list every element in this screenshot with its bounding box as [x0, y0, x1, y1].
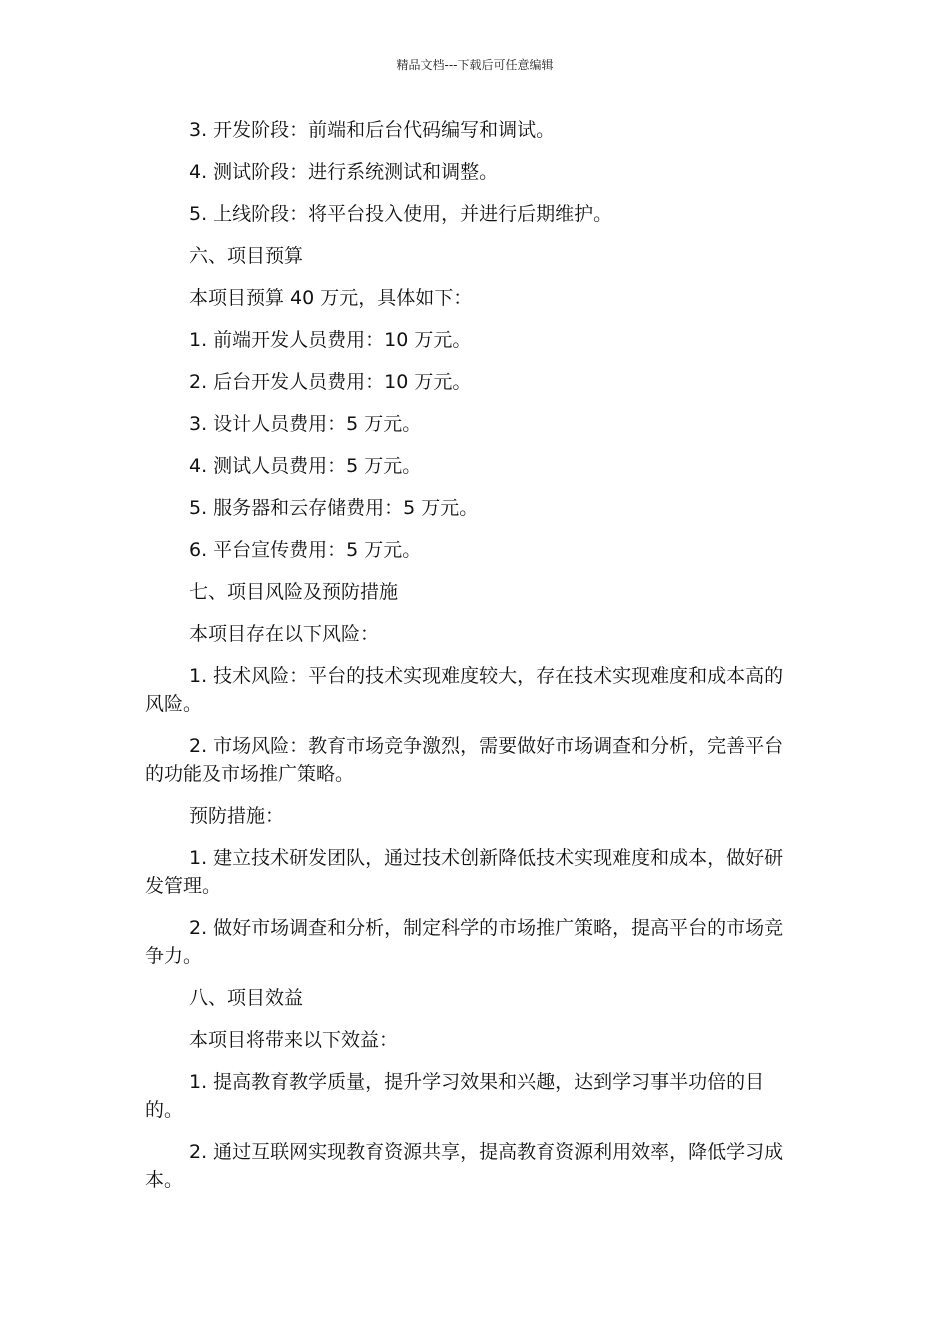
page-header: 精品文档---下载后可任意编辑	[396, 58, 554, 72]
paragraph: 本项目存在以下风险：	[189, 623, 380, 645]
section-heading: 七、项目风险及预防措施	[189, 581, 399, 603]
document-body	[145, 116, 799, 1208]
paragraph: 1. 前端开发人员费用：10 万元。	[189, 329, 472, 351]
paragraph: 4. 测试阶段：进行系统测试和调整。	[189, 161, 499, 183]
paragraph: 2. 通过互联网实现教育资源共享，提高教育资源利用效率，降低学习成本。	[145, 1141, 784, 1191]
paragraph: 5. 服务器和云存储费用：5 万元。	[189, 497, 479, 519]
paragraph: 2. 后台开发人员费用：10 万元。	[189, 371, 472, 393]
paragraph: 4. 测试人员费用：5 万元。	[189, 455, 422, 477]
paragraph: 1. 建立技术研发团队，通过技术创新降低技术实现难度和成本，做好研发管理。	[145, 847, 784, 897]
paragraph: 2. 市场风险：教育市场竞争激烈，需要做好市场调查和分析，完善平台的功能及市场推广策略。	[145, 735, 784, 785]
paragraph: 本项目预算 40 万元，具体如下：	[189, 287, 473, 309]
paragraph: 2. 做好市场调查和分析，制定科学的市场推广策略，提高平台的市场竞争力。	[145, 917, 784, 967]
section-heading: 六、项目预算	[189, 245, 304, 267]
paragraph: 1. 技术风险：平台的技术实现难度较大，存在技术实现难度和成本高的风险。	[145, 665, 784, 715]
section-heading: 八、项目效益	[189, 987, 304, 1009]
paragraph: 6. 平台宣传费用：5 万元。	[189, 539, 422, 561]
paragraph: 3. 设计人员费用：5 万元。	[189, 413, 422, 435]
paragraph: 3. 开发阶段：前端和后台代码编写和调试。	[189, 119, 556, 141]
paragraph: 5. 上线阶段：将平台投入使用，并进行后期维护。	[189, 203, 613, 225]
paragraph: 本项目将带来以下效益：	[189, 1029, 399, 1051]
paragraph: 1. 提高教育教学质量，提升学习效果和兴趣，达到学习事半功倍的目的。	[145, 1071, 765, 1121]
paragraph: 预防措施：	[189, 805, 285, 827]
